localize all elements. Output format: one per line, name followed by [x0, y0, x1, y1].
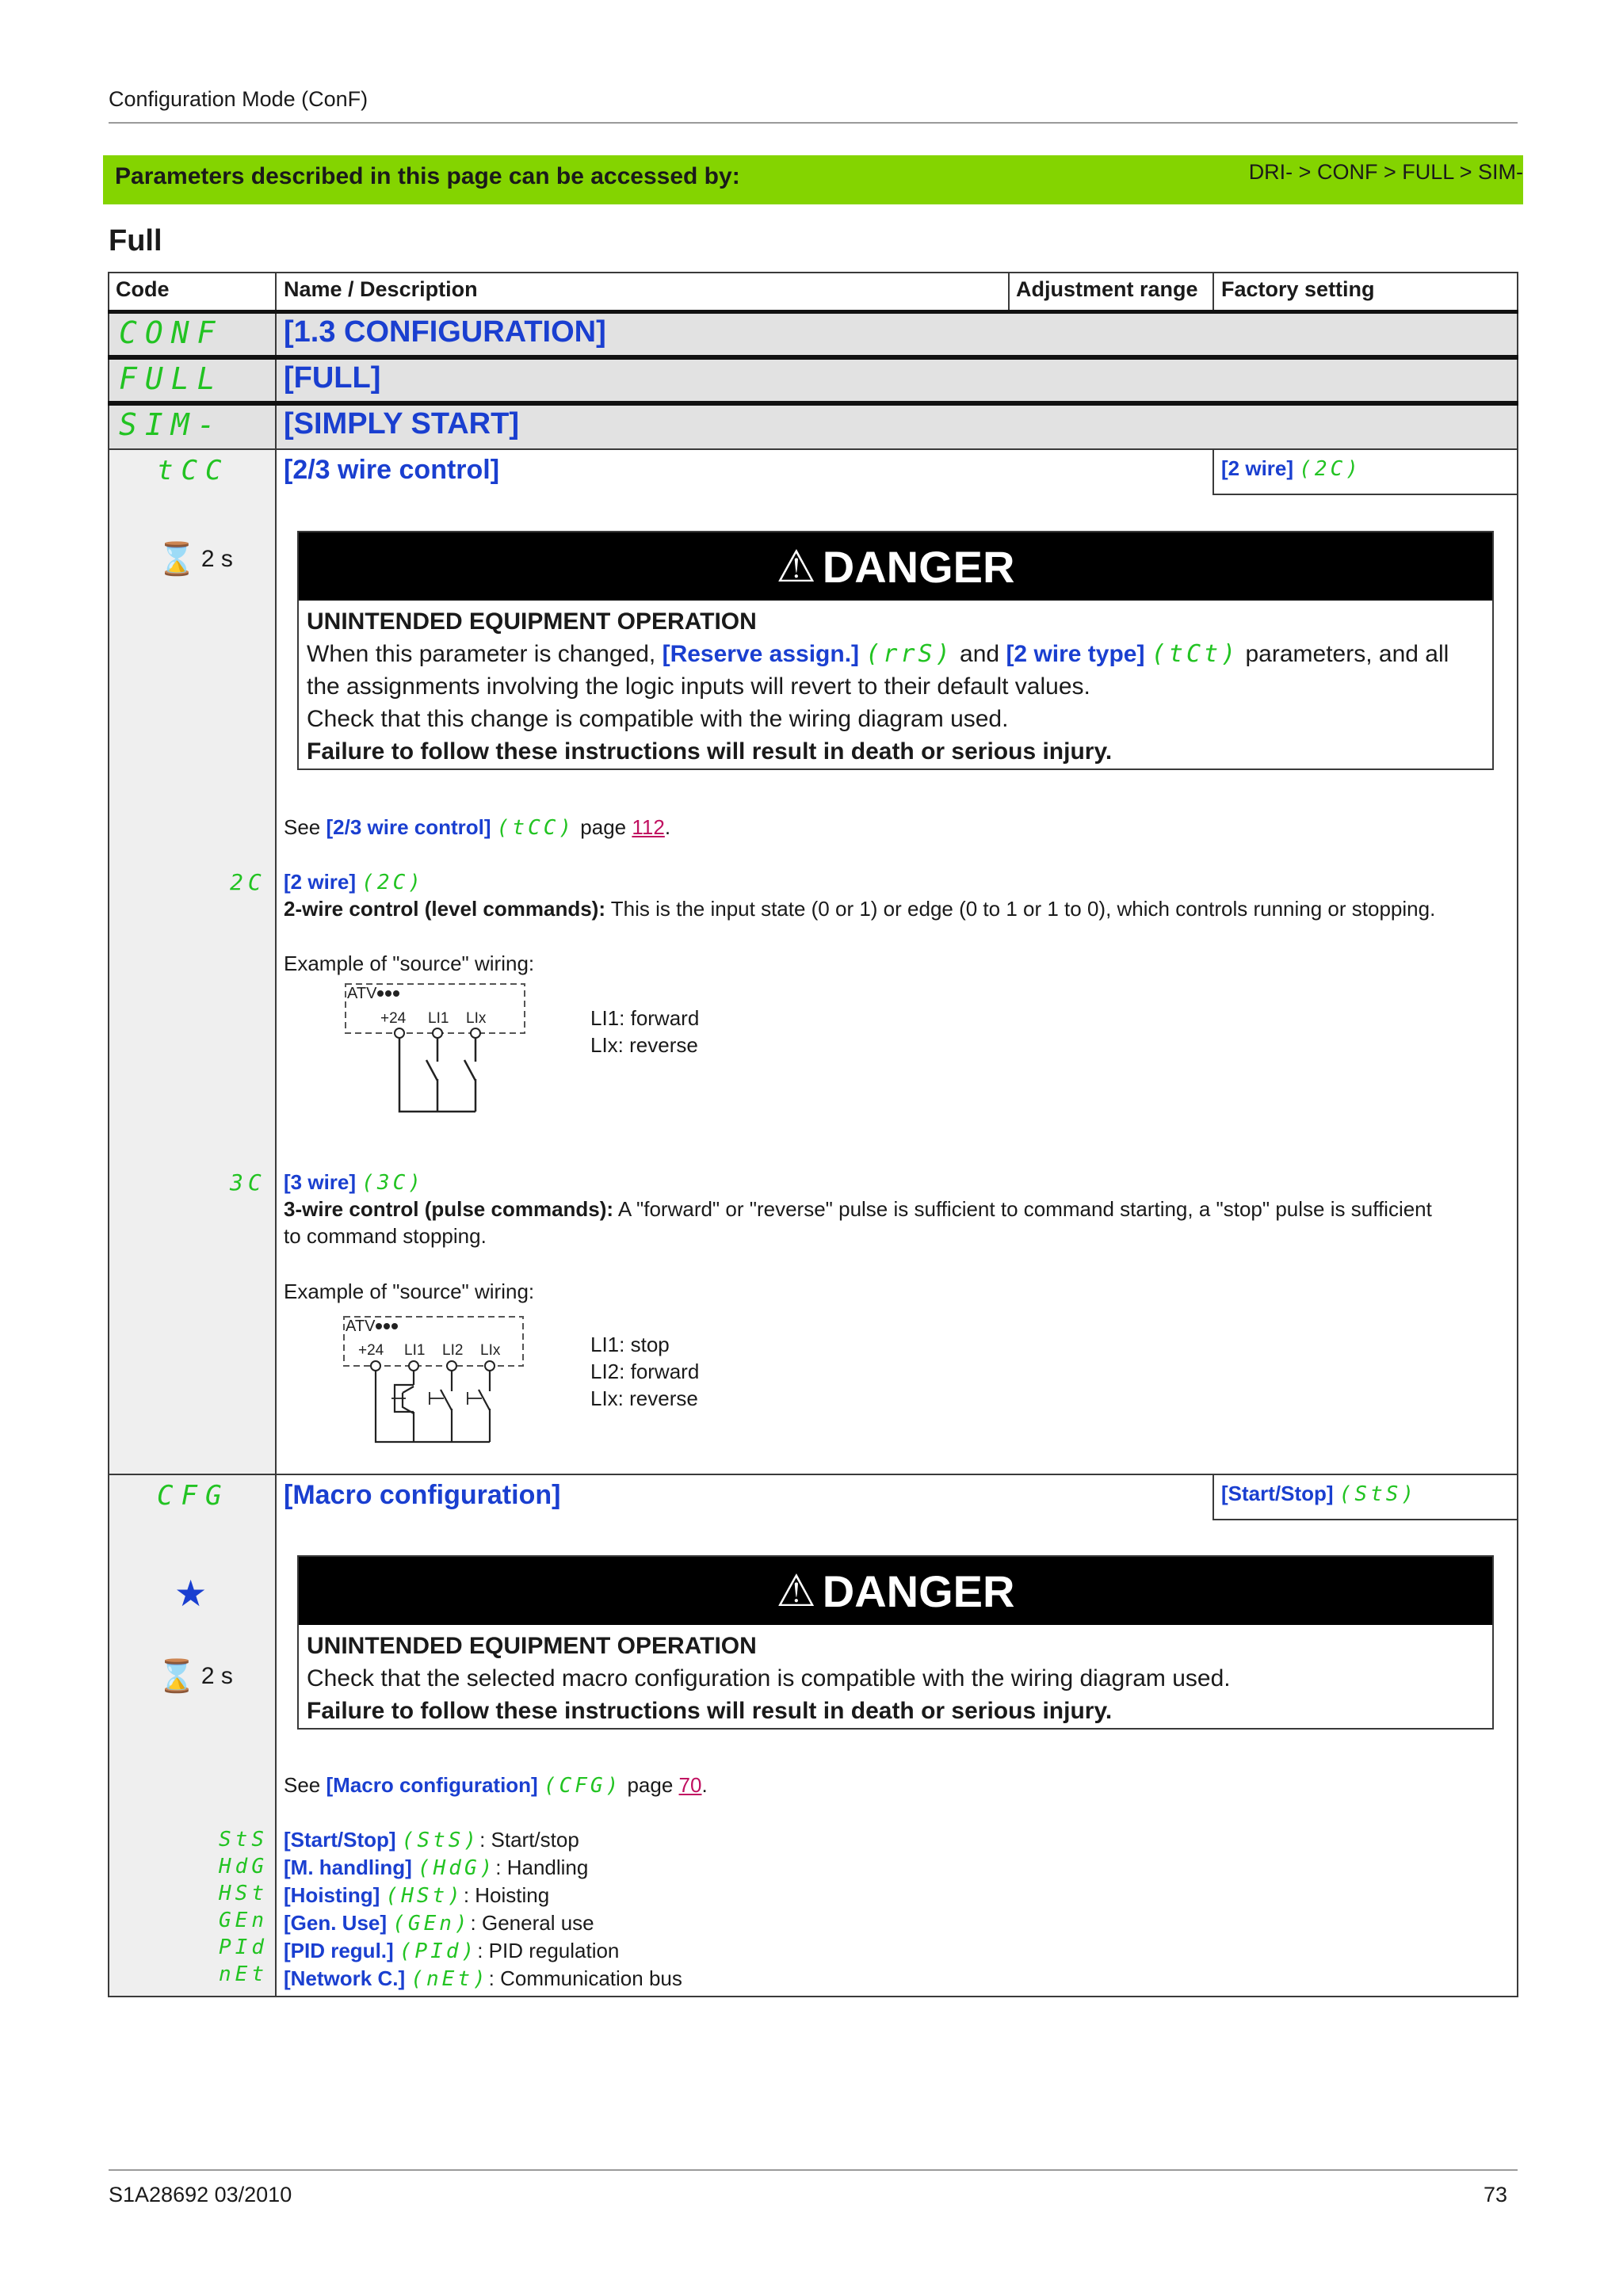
param-code: CFG: [157, 1480, 230, 1512]
page-link[interactable]: 70: [678, 1773, 702, 1797]
diagram-terminal: LIx: [480, 1342, 501, 1359]
section-code: FULL: [119, 361, 223, 396]
wiring-diagram-3wire: [339, 1314, 537, 1447]
header-rule: [109, 122, 1518, 124]
factory-setting: [Start/Stop] (StS): [1221, 1482, 1418, 1506]
see-reference: See [Macro configuration] (CFG) page 70.: [284, 1773, 708, 1798]
list-item: [Start/Stop] (StS): Start/stop: [284, 1828, 579, 1852]
list-item: [Network C.] (nEt): Communication bus: [284, 1966, 682, 1991]
wiring-diagram-2wire: [341, 981, 531, 1116]
option-code: nEt: [219, 1962, 268, 1986]
see-reference: See [2/3 wire control] (tCC) page 112.: [284, 815, 671, 840]
diagram-title: ATV: [346, 1318, 376, 1335]
macro-codes: [204, 1826, 268, 1988]
header-code: Code: [116, 277, 170, 301]
factory-setting: [2 wire] (2C): [1221, 456, 1361, 481]
section-name: [SIMPLY START]: [284, 407, 519, 441]
option-title: [3 wire] (3C): [284, 1170, 424, 1195]
diagram-terminal: +24: [358, 1342, 384, 1359]
page-header: Configuration Mode (ConF): [109, 87, 369, 111]
diagram-terminal: LIx: [466, 1010, 487, 1027]
option-code: HdG: [219, 1855, 268, 1878]
list-item: [Gen. Use] (GEn): General use: [284, 1911, 594, 1936]
option-description: 2-wire control (level commands): This is the input state (0 or 1) or edge (0 to 1 or 1 to 0), which controls running or stopping.: [284, 897, 1436, 921]
option-code: HSt: [219, 1882, 268, 1905]
option-code: 3C: [230, 1169, 266, 1196]
star-icon: ★: [174, 1573, 208, 1614]
header-range: Adjustment range: [1016, 277, 1198, 301]
footer-rule: [109, 2169, 1518, 2171]
danger-box: ⚠ DANGER UNINTENDED EQUIPMENT OPERATION When this parameter is changed, [Reserve assign.] (rrS) and [2 wire type] (tCt) parameters, and all the assignments involving the logic inputs will revert to their default values. Check that this change is compatible with the wiring diagram used. Failure to follow these instructions will result in death or serious injury.: [297, 531, 1494, 770]
section-code: CONF: [119, 315, 223, 350]
option-title: [2 wire] (2C): [284, 870, 424, 894]
list-item: [PID regul.] (PId): PID regulation: [284, 1939, 620, 1963]
diagram-terminal: LI1: [404, 1342, 426, 1359]
option-code: StS: [219, 1828, 268, 1852]
section-name: [1.3 CONFIGURATION]: [284, 315, 606, 349]
section-code: SIM-: [119, 407, 223, 442]
list-item: [Hoisting] (HSt): Hoisting: [284, 1883, 550, 1908]
page-number: 73: [1483, 2183, 1507, 2206]
warning-icon: ⚠: [776, 541, 816, 591]
diagram-terminal: +24: [380, 1010, 407, 1027]
param-name: [2/3 wire control]: [284, 455, 500, 485]
option-code: PId: [219, 1936, 268, 1959]
header-factory: Factory setting: [1221, 277, 1375, 301]
option-description: 3-wire control (pulse commands): A "forward" or "reverse" pulse is sufficient to command starting, a "stop" pulse is sufficient to command stopping.: [284, 1197, 1432, 1248]
page-link[interactable]: 112: [632, 815, 665, 839]
option-code: 2C: [230, 869, 266, 895]
section-name: [FULL]: [284, 361, 381, 395]
diagram-legend: LI1: stop LI2: forward LIx: reverse: [590, 1333, 700, 1410]
option-code: GEn: [219, 1909, 268, 1932]
diagram-legend: LI1: forward LIx: reverse: [590, 1006, 700, 1057]
danger-header: ⚠ DANGER: [299, 1557, 1492, 1625]
danger-header: ⚠ DANGER: [299, 532, 1492, 601]
access-bar-label: Parameters described in this page can be accessed by:: [115, 163, 740, 189]
section-title: Full: [109, 224, 162, 257]
danger-box: ⚠ DANGER UNINTENDED EQUIPMENT OPERATION Check that the selected macro configuration is compatible with the wiring diagram used. Failure to follow these instructions will result in death or serious injury.: [297, 1555, 1494, 1730]
delay-indicator: ⌛ 2 s: [157, 1659, 233, 1694]
param-name: [Macro configuration]: [284, 1480, 561, 1510]
footer-doc-id: S1A28692 03/2010: [109, 2183, 292, 2206]
example-label: Example of "source" wiring:: [284, 1280, 535, 1303]
list-item: [M. handling] (HdG): Handling: [284, 1855, 589, 1880]
hourglass-icon: ⌛: [157, 1659, 197, 1694]
macro-options: [284, 1826, 682, 1993]
access-bar-path: DRI- > CONF > FULL > SIM-: [1248, 160, 1523, 184]
delay-indicator: ⌛ 2 s: [157, 542, 233, 577]
diagram-terminal: LI1: [428, 1010, 449, 1027]
example-label: Example of "source" wiring:: [284, 952, 535, 975]
param-code: tCC: [157, 455, 230, 486]
diagram-title: ATV: [347, 985, 377, 1002]
diagram-terminal: LI2: [442, 1342, 464, 1359]
header-name: Name / Description: [284, 277, 478, 301]
hourglass-icon: ⌛: [157, 542, 197, 577]
warning-icon: ⚠: [776, 1566, 816, 1615]
